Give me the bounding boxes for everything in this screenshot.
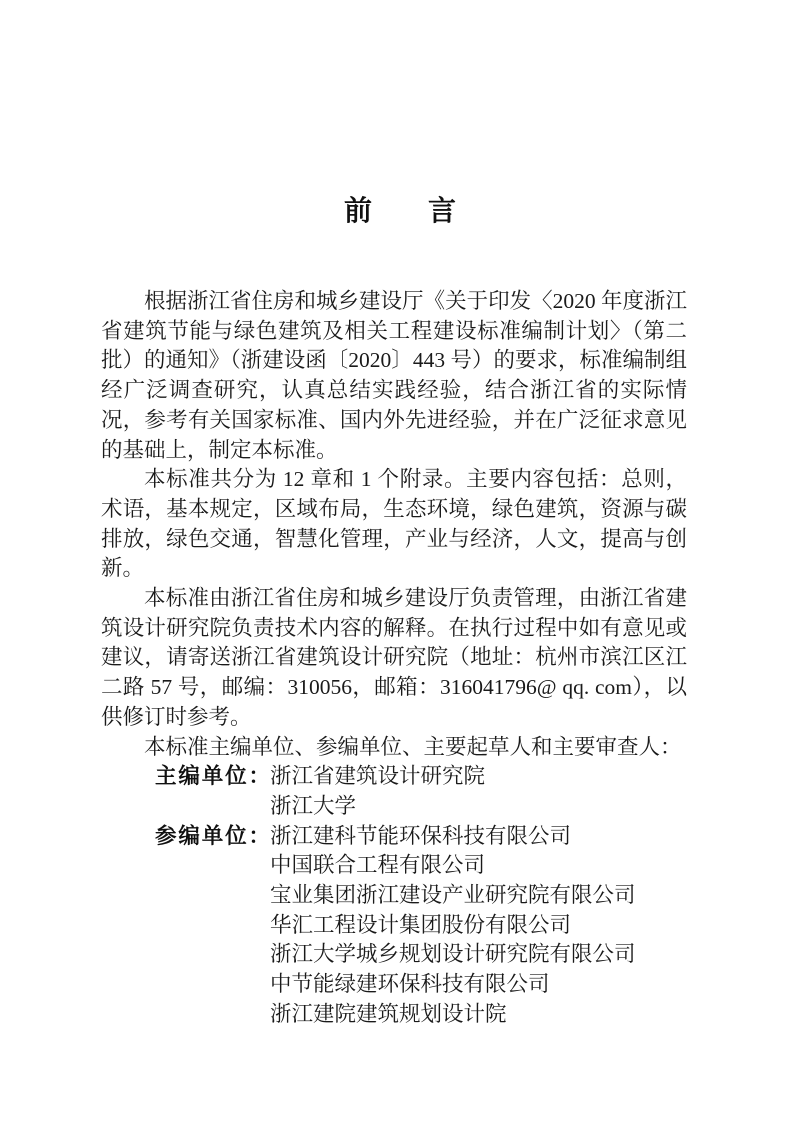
unit-item: 中节能绿建环保科技有限公司: [270, 972, 550, 997]
chief-editor-label-box: [155, 762, 270, 792]
document-body: [101, 287, 687, 1030]
editing-units-section: [101, 762, 687, 1029]
chief-editor-row: [155, 762, 687, 821]
paragraph-contents: 本标准共分为 12 章和 1 个附录。主要内容包括：总则，术语，基本规定，区域布局，生态环境，绿色建筑，资源与碳排放，绿色交通，智慧化管理，产业与经济，人文，提高与创新。: [101, 467, 687, 581]
participating-editor-row: [155, 822, 687, 1030]
unit-item: 浙江建科节能环保科技有限公司: [270, 823, 572, 848]
unit-item: 华汇工程设计集团股份有限公司: [270, 912, 572, 937]
unit-item: 浙江建院建筑规划设计院: [270, 1001, 507, 1026]
unit-item: 浙江大学: [270, 793, 357, 818]
paragraph-basis: 根据浙江省住房和城乡建设厅《关于印发〈2020 年度浙江省建筑节能与绿色建筑及相关工程建设标准编制计划〉（第二批）的通知》（浙建设函〔2020〕443 号）的要求，标准编制组经广泛调查研究，认真总结实践经验，结合浙江省的实际情况，参考有关国家标准、国内外先进经验，并在广泛征求意见的基础上，制定本标准。: [101, 289, 687, 462]
chief-editor-units: [270, 762, 687, 821]
unit-item: 浙江省建筑设计研究院: [270, 764, 486, 789]
participating-editor-units: [270, 822, 687, 1030]
unit-item: 中国联合工程有限公司: [270, 853, 486, 878]
participating-editor-label-box: [155, 822, 270, 852]
paragraph-management: 本标准由浙江省住房和城乡建设厅负责管理，由浙江省建筑设计研究院负责技术内容的解释。在执行过程中如有意见或建议，请寄送浙江省建筑设计研究院（地址：杭州市滨江区江二路 57 号，邮编：310056，邮箱：316041796@ qq. com），以供修订时参考。: [101, 586, 687, 729]
paragraph-units-intro: 本标准主编单位、参编单位、主要起草人和主要审查人：: [144, 734, 682, 759]
unit-item: 宝业集团浙江建设产业研究院有限公司: [270, 883, 636, 908]
participating-editor-label: 参编单位：: [155, 823, 270, 848]
chief-editor-label: 主编单位：: [155, 764, 270, 789]
unit-item: 浙江大学城乡规划设计研究院有限公司: [270, 942, 636, 967]
page-title: 前 言: [343, 195, 456, 226]
